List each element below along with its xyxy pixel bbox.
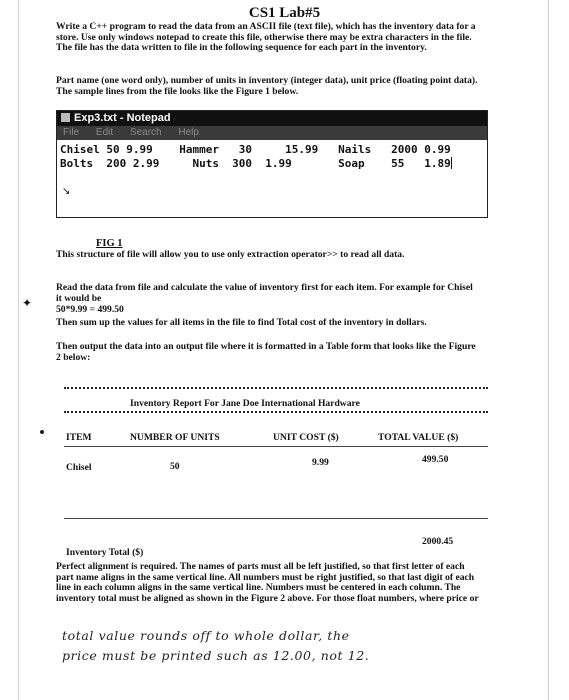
sum-instruction: Then sum up the values for all items in the file to find Total cost of the inventory in dollars.	[56, 317, 427, 328]
report-top-dotted-line	[64, 387, 488, 389]
format-description: Part name (one word only), number of units in inventory (integer data), unit price (floating point data). The sample lines from the file looks like the Figure 1 below.	[56, 75, 478, 97]
example-calculation: 50*9.99 = 499.50	[56, 304, 124, 315]
handwritten-note-line: total value rounds off to whole dollar, the	[62, 628, 350, 643]
bullet-marker	[40, 430, 44, 434]
row-item: Chisel	[66, 462, 92, 473]
structure-note: This structure of file will allow you to use only extraction operator>> to read all data.	[56, 249, 405, 260]
row-units: 50	[170, 461, 180, 472]
column-header-item: ITEM	[66, 432, 92, 443]
output-instruction: Then output the data into an output file where it is formatted in a Table form that looks like the Figure 2 below:	[56, 341, 476, 363]
figure-1-label: FIG 1	[96, 238, 123, 249]
report-heading-dotted-line	[64, 411, 488, 413]
alignment-note: Perfect alignment is required. The names of parts must all be left justified, so that first letter of each part name aligns in the same vertical line. All numbers must be right justified, so that last digit of each line in each column aligns in the same vertical line. Numbers must be centered in each column. The inventory total must be aligned as shown in the Figure 2 above. For those float numbers, where price or	[56, 561, 479, 604]
menu-help[interactable]: Help	[178, 127, 199, 138]
report-heading: Inventory Report For Jane Doe International Hardware	[130, 398, 360, 409]
mouse-pointer-icon: ↘	[62, 186, 71, 197]
read-data-paragraph: Read the data from file and calculate the value of inventory first for each item. For example for Chisel it would be	[56, 282, 473, 304]
file-line: Bolts 200 2.99 Nuts 300 1.99 Soap 55 1.89	[60, 157, 451, 170]
column-header-total-value: TOTAL VALUE ($)	[378, 432, 459, 443]
row-total: 499.50	[422, 454, 449, 465]
page-left-border	[18, 0, 19, 700]
total-rule	[64, 518, 488, 519]
intro-paragraph: Write a C++ program to read the data from an ASCII file (text file), which has the inventory data for a store. Use only windows notepad to create this file, otherwise there may be extra characters in the file. The file has the data written to file in the following sequence for each part in the inventory.	[56, 21, 476, 54]
margin-mark-icon: ✦	[22, 296, 33, 310]
notepad-menubar	[57, 126, 487, 140]
inventory-total-label: Inventory Total ($)	[66, 547, 144, 558]
column-header-units: NUMBER OF UNITS	[130, 432, 220, 443]
notepad-icon	[61, 113, 70, 122]
inventory-total-value: 2000.45	[422, 536, 454, 547]
notepad-titlebar	[57, 111, 487, 126]
notepad-window	[56, 110, 488, 218]
column-header-unit-cost: UNIT COST ($)	[273, 432, 339, 443]
menu-search[interactable]: Search	[129, 127, 162, 138]
header-rule	[64, 446, 488, 447]
page-right-border	[548, 0, 549, 700]
notepad-text-area[interactable]	[57, 140, 487, 171]
text-cursor	[451, 157, 453, 169]
row-unit-cost: 9.99	[312, 457, 329, 468]
menu-edit[interactable]: Edit	[95, 127, 114, 138]
menu-file[interactable]: File	[63, 127, 80, 138]
handwritten-note-line: price must be printed such as 12.00, not 12.	[62, 648, 370, 663]
notepad-title: Exp3.txt - Notepad	[74, 112, 171, 124]
file-line: Chisel 50 9.99 Hammer 30 15.99 Nails 2000 0.99	[60, 143, 451, 156]
page-title: CS1 Lab#5	[248, 5, 321, 21]
